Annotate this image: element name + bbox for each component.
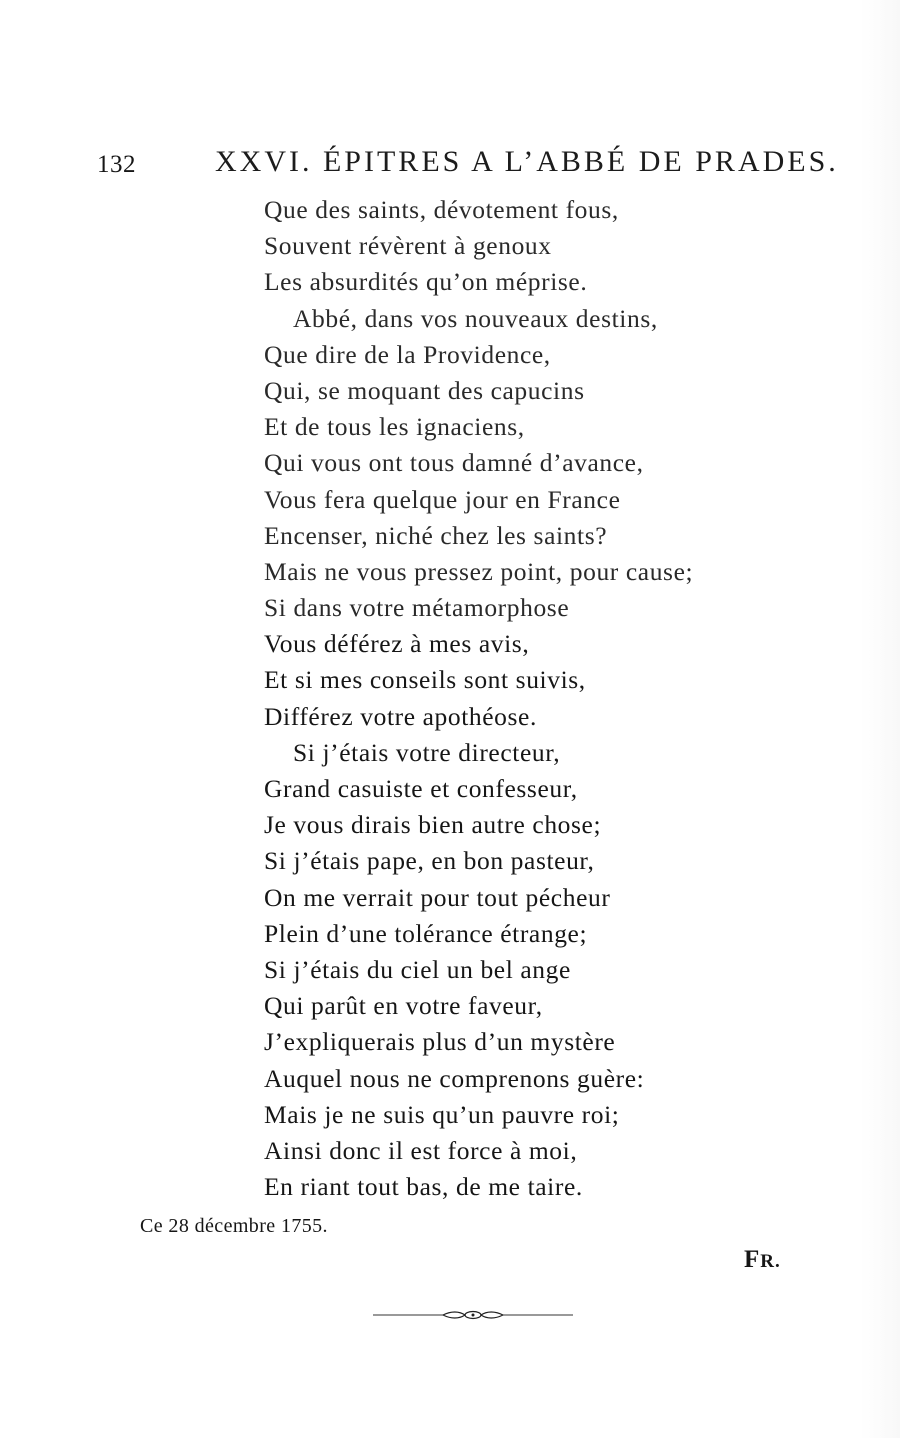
verse-line: Grand casuiste et confesseur, [264, 774, 578, 803]
verse-line: Et si mes conseils sont suivis, [264, 665, 586, 695]
verse-line: Mais je ne suis qu’un pauvre roi; [264, 1099, 620, 1129]
verse-line: Souvent révèrent à genoux [264, 231, 552, 261]
verse-line: Si j’étais du ciel un bel ange [264, 954, 571, 984]
verse-line: Vous fera quelque jour en France [264, 484, 621, 514]
verse-line: Qui vous ont tous damné d’avance, [264, 448, 644, 478]
signature-rest: R. [760, 1251, 781, 1272]
verse-line: Plein d’une tolérance étrange; [264, 918, 588, 948]
verse-line: Différez votre apothéose. [264, 701, 537, 731]
dateline: Ce 28 décembre 1755. [140, 1215, 328, 1237]
verse-line: Encenser, niché chez les saints? [264, 520, 608, 550]
poem-verses [264, 192, 693, 1205]
verse-line: Auquel nous ne comprenons guère: [264, 1063, 645, 1093]
verse-line: En riant tout bas, de me taire. [264, 1172, 583, 1202]
verse-line: Que dire de la Providence, [264, 339, 551, 369]
page-number: 132 [97, 151, 136, 178]
verse-line: Qui, se moquant des capucins [264, 375, 585, 405]
verse-line: On me verrait pour tout pécheur [264, 882, 611, 912]
verse-line: Mais ne vous pressez point, pour cause; [264, 556, 694, 586]
verse-line: Vous déférez à mes avis, [264, 629, 530, 659]
verse-line: Si j’étais votre directeur, [293, 737, 561, 767]
signature-initial: F [744, 1246, 761, 1273]
verse-line: Je vous dirais bien autre chose; [264, 810, 602, 840]
page-edge-shade [860, 0, 900, 1438]
verse-line: Abbé, dans vos nouveaux destins, [293, 303, 658, 333]
verse-line: Et de tous les ignaciens, [264, 412, 525, 442]
verse-line: Si j’étais pape, en bon pasteur, [264, 846, 595, 876]
verse-line: Que des saints, dévotement fous, [264, 195, 619, 224]
verse-line: J’expliquerais plus d’un mystère [264, 1027, 616, 1057]
tailpiece-ornament [373, 1304, 573, 1326]
signature [744, 1245, 781, 1277]
running-head: XXVI. ÉPITRES A L’ABBÉ DE PRADES. [215, 145, 839, 178]
verse-line: Si dans votre métamorphose [264, 593, 570, 623]
verse-line: Qui parût en votre faveur, [264, 991, 543, 1021]
verse-line: Ainsi donc il est force à moi, [264, 1135, 578, 1165]
verse-line: Les absurdités qu’on méprise. [264, 267, 588, 297]
